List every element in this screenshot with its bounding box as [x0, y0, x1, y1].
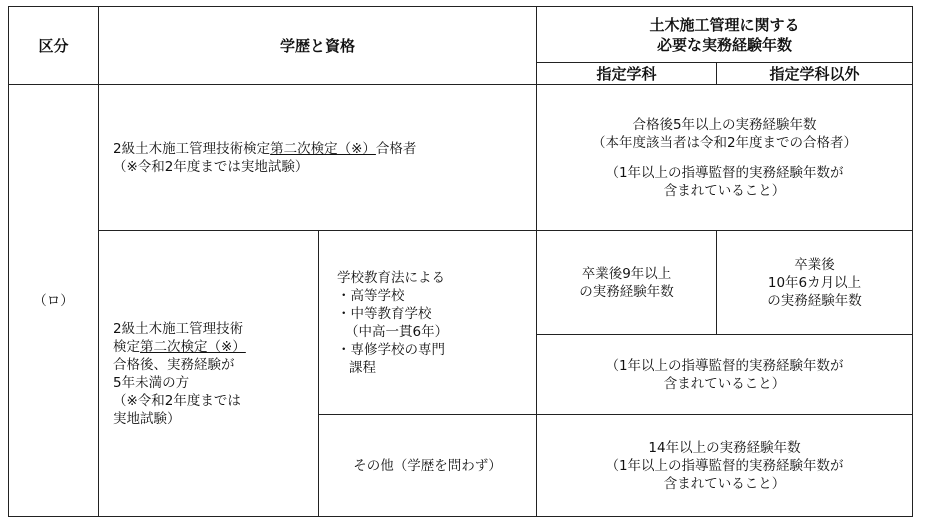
header-non-designated: 指定学科以外: [717, 63, 913, 85]
row2-other-experience: [537, 415, 913, 517]
row1-exp-spacer: [537, 152, 912, 164]
qualification-table-wrapper: [8, 6, 913, 517]
row2-non-designated-line3: の実務経験年数: [767, 292, 862, 309]
row2-school-item-2: （中高一貫6年）: [345, 323, 449, 340]
row2-qual-line2-prefix: 検定: [113, 338, 140, 355]
row2-school-item-4: 課程: [349, 359, 376, 376]
row2-non-designated: [717, 231, 913, 335]
row1-qual-suffix: 合格者: [375, 140, 417, 157]
row2-other-label: その他（学歴を問わず）: [319, 415, 537, 517]
row2-school-item-3: ・専修学校の専門: [337, 341, 445, 358]
row2-qual-line3: 合格後、実務経験が: [113, 356, 235, 373]
row1-qual-line1: [113, 140, 536, 158]
row1-qualification: [99, 85, 537, 231]
row2-supervision-line1: （1年以上の指導監督的実務経験年数が: [605, 357, 844, 374]
row2-school: [319, 231, 537, 415]
row1-exp-line2: （本年度該当者は令和2年度までの合格者）: [591, 134, 858, 151]
row2-supervision-line2: 含まれていること）: [663, 375, 786, 392]
header-category: 区分: [9, 7, 99, 85]
row2-supervision: [537, 335, 913, 415]
row2-qual-line6: 実地試験）: [113, 410, 181, 427]
row2-qual-line4: 5年未満の方: [113, 374, 190, 391]
row1-qual-note: （※令和2年度までは実地試験）: [113, 158, 309, 175]
row2-non-designated-line2: 10年6カ月以上: [767, 274, 862, 291]
row2-qual-line2-underline: 第二次検定（※）: [140, 338, 246, 355]
row1-exp-line1: 合格後5年以上の実務経験年数: [632, 116, 817, 133]
row2-other-line1: 14年以上の実務経験年数: [648, 439, 801, 456]
row2-designated-line1: 卒業後9年以上: [581, 265, 672, 282]
row2-designated-line2: の実務経験年数: [579, 283, 674, 300]
row-label: （ロ）: [9, 85, 99, 517]
row2-qual-line1: 2級土木施工管理技術: [113, 320, 244, 337]
row1-exp-line3: （1年以上の指導監督的実務経験年数が: [605, 164, 844, 181]
row2-qualification: [99, 231, 319, 517]
header-experience-line2: 必要な実務経験年数: [656, 35, 792, 54]
header-designated: 指定学科: [537, 63, 717, 85]
row1-experience: [537, 85, 913, 231]
row2-qual-line2: [113, 338, 318, 356]
row2-other-line3: 含まれていること）: [663, 475, 786, 492]
row1-exp-line4: 含まれていること）: [663, 182, 786, 199]
header-experience: [537, 7, 913, 63]
row1-qual-prefix: 2級土木施工管理技術検定: [113, 140, 271, 157]
header-education: 学歴と資格: [99, 7, 537, 85]
row2-qual-line5: （※令和2年度までは: [113, 392, 241, 409]
row2-school-intro: 学校教育法による: [337, 269, 445, 286]
row2-designated: [537, 231, 717, 335]
header-experience-line1: 土木施工管理に関する: [649, 15, 800, 34]
row2-non-designated-line1: 卒業後: [794, 256, 835, 273]
row2-school-item-0: ・高等学校: [337, 287, 405, 304]
row2-other-line2: （1年以上の指導監督的実務経験年数が: [605, 457, 844, 474]
qualification-table: [8, 6, 913, 517]
row2-school-item-1: ・中等教育学校: [337, 305, 432, 322]
row1-qual-underline: 第二次検定（※）: [270, 140, 376, 157]
